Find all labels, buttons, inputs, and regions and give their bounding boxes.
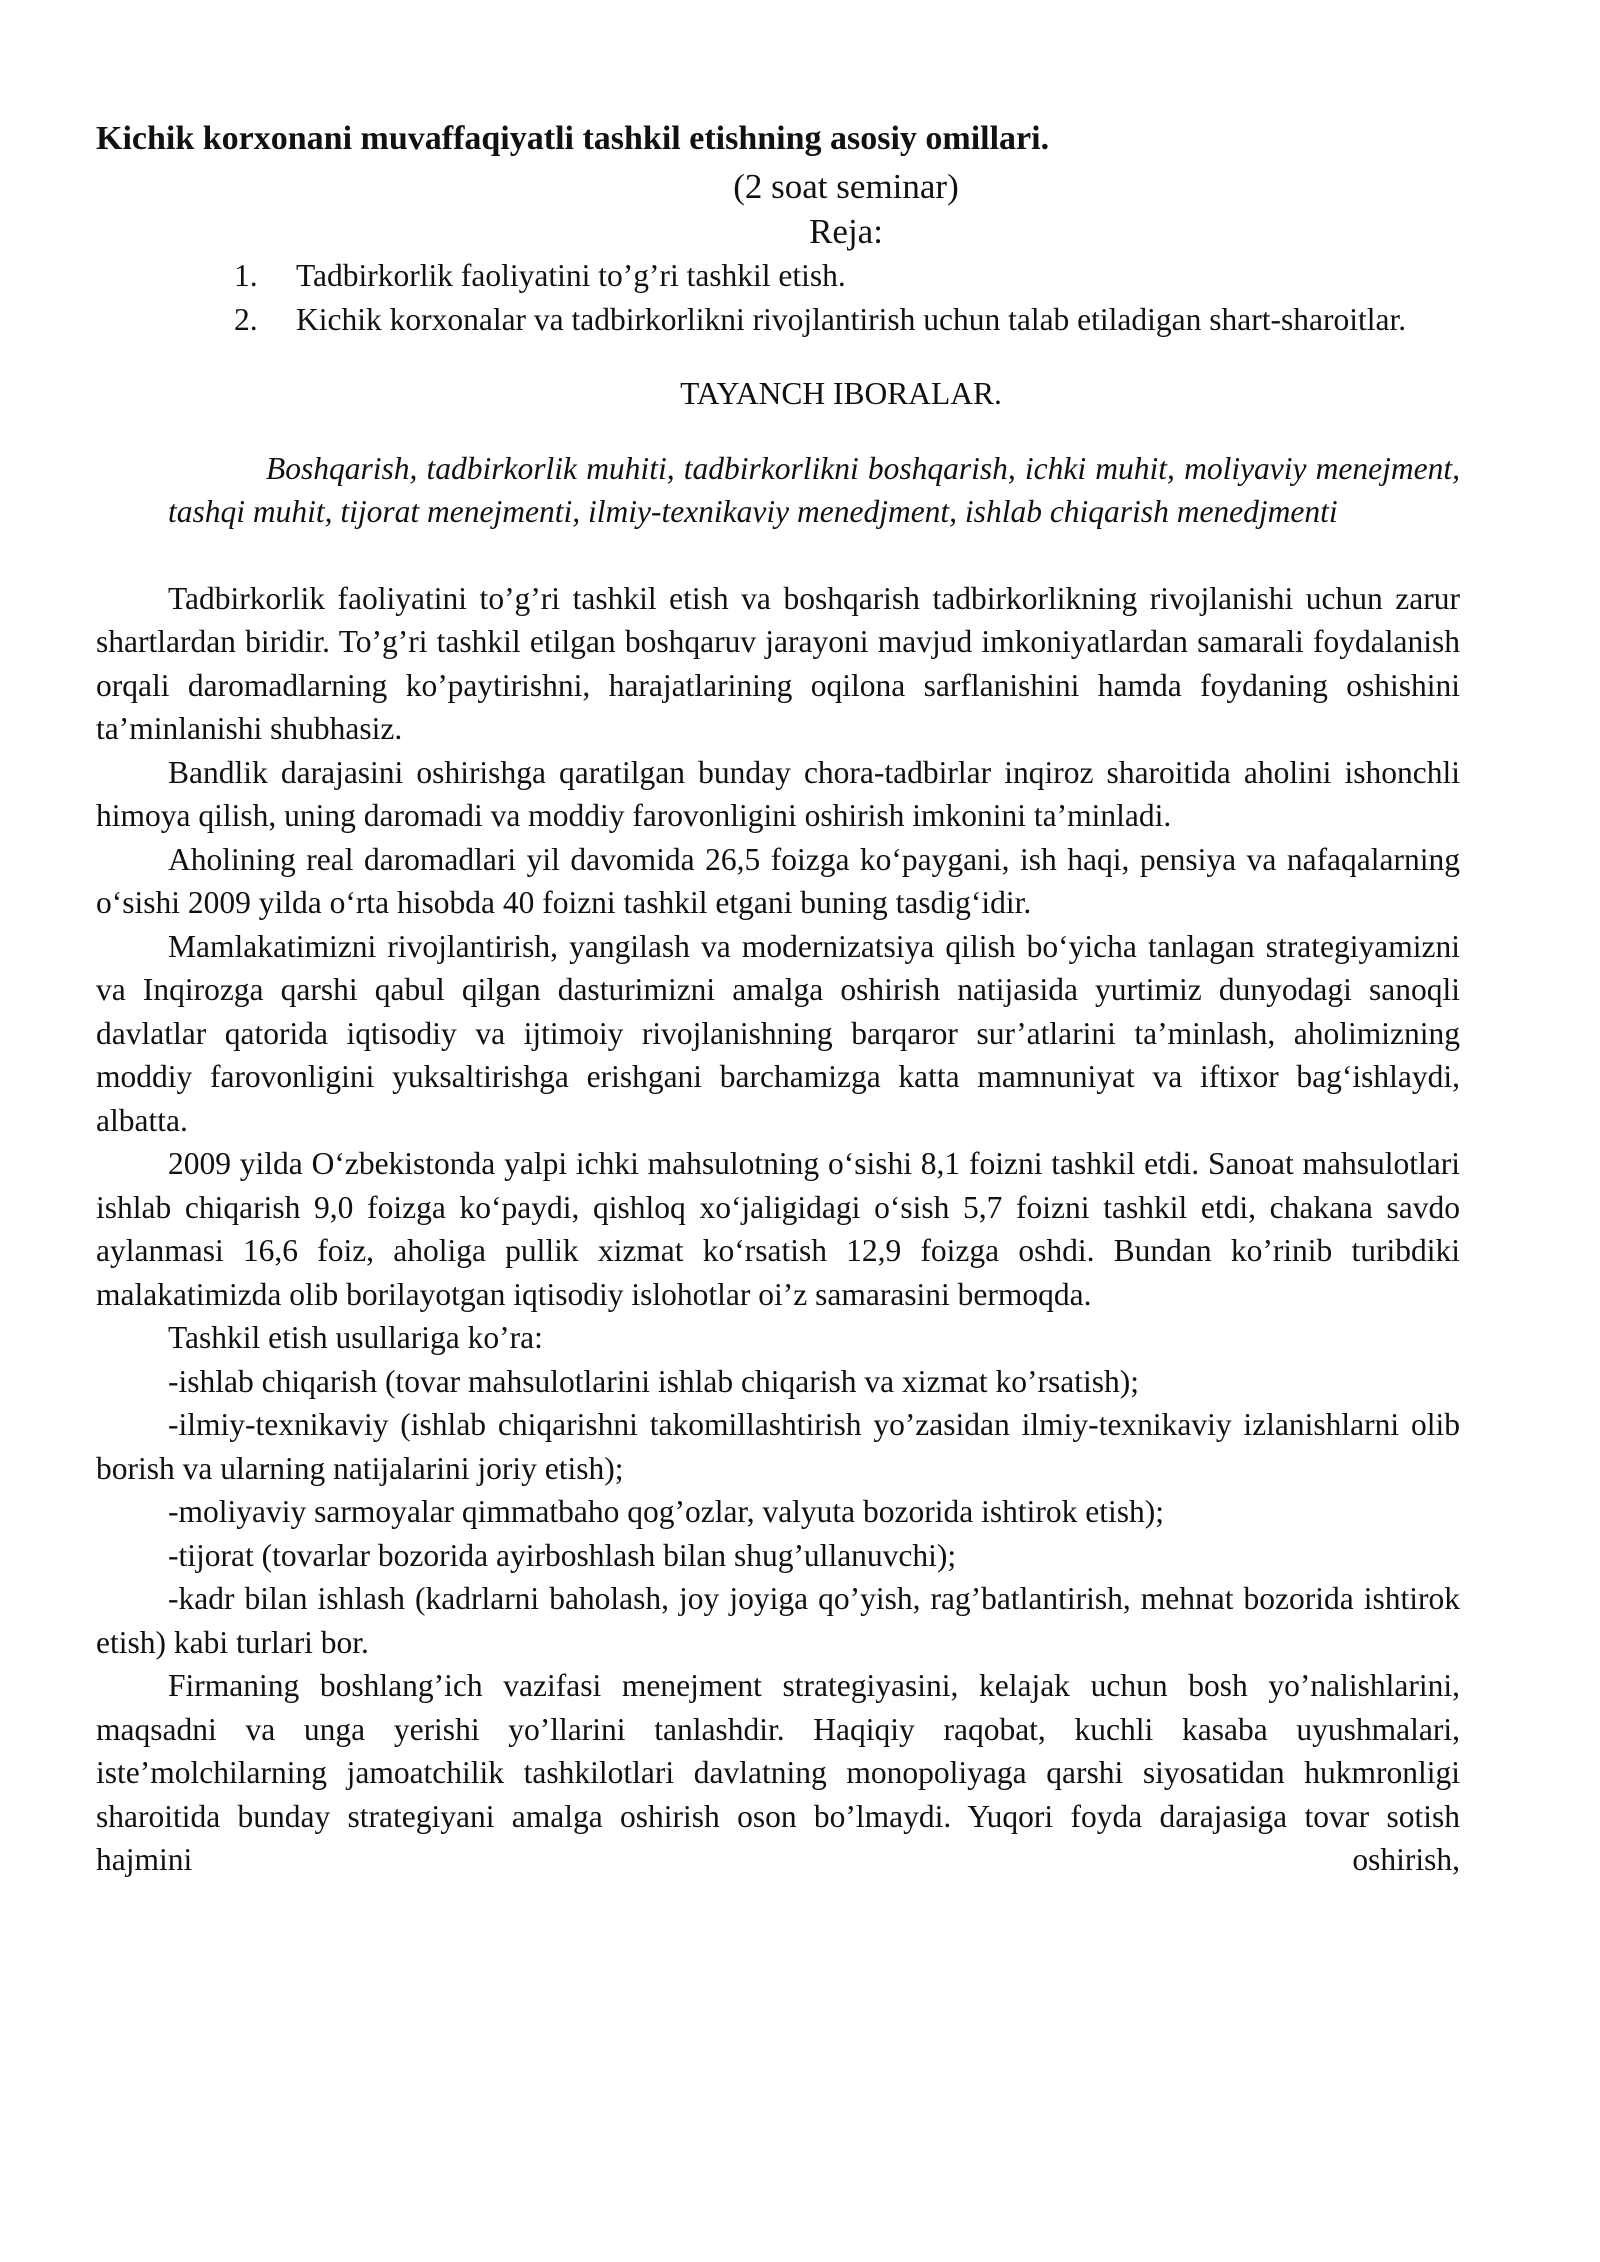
plan-list [96, 254, 1460, 341]
list-paragraph: -moliyaviy sarmoyalar qimmatbaho qog’ozlar, valyuta bozorida ishtirok etish); [168, 1494, 1164, 1529]
keywords-paragraph: Boshqarish, tadbirkorlik muhiti, tadbirkorlikni boshqarish, ichki muhit, moliyaviy menejment, tashqi muhit, tijorat menejmenti, ilmiy-texnikaviy menedjment, ishlab chiqarish menedjmenti [168, 450, 1460, 529]
plan-item [234, 254, 1460, 298]
plan-item-text: Kichik korxonalar va tadbirkorlikni rivojlantirish uchun talab etiladigan shart-sharoitlar. [296, 301, 1407, 337]
keywords-heading: TAYANCH IBORALAR. [680, 376, 1002, 411]
body-paragraph: Bandlik darajasini oshirishga qaratilgan bunday chora-tadbirlar inqiroz sharoitida aholini ishonchli himoya qilish, uning daromadi va moddiy farovonligini oshirish imkonini ta’minladi. [96, 754, 1460, 833]
list-paragraph: -tijorat (tovarlar bozorida ayirboshlash bilan shug’ullanuvchi); [168, 1537, 957, 1573]
plan-heading: Reja: [809, 212, 883, 251]
document-title: Kichik korxonani muvaffaqiyatli tashkil etishning asosiy omillari. [96, 120, 1050, 157]
document-subtitle: (2 soat seminar) [733, 167, 959, 206]
document-page [96, 116, 1460, 1882]
plan-item-number: 2. [234, 301, 258, 337]
body-paragraph: Tadbirkorlik faoliyatini to’g’ri tashkil etish va boshqarish tadbirkorlikning rivojlanishi uchun zarur shartlardan biridir. To’g’ri tashkil etilgan boshqaruv jarayoni mavjud imkoniyatlardan samarali foydalanish orqali daromadlarning ko’paytirishni, harajatlarining oqilona sarflanishini hamda foydaning oshishini ta’minlanishi shubhasiz. [96, 580, 1460, 746]
plan-item-text: Tadbirkorlik faoliyatini to’g’ri tashkil etish. [296, 258, 846, 293]
body-paragraph: Aholining real daromadlari yil davomida 26,5 foizga ko‘paygani, ish haqi, pensiya va nafaqalarning o‘sishi 2009 yilda o‘rta hisobda 40 foizni tashkil etgani buning tasdig‘idir. [96, 841, 1460, 920]
body-text [96, 577, 1460, 1882]
list-paragraph: -ishlab chiqarish (tovar mahsulotlarini ishlab chiqarish va xizmat ko’rsatish); [168, 1363, 1140, 1399]
list-paragraph: -kadr bilan ishlash (kadrlarni baholash, joy joyiga qo’yish, rag’batlantirish, mehnat bozorida ishtirok etish) kabi turlari bor. [96, 1581, 1460, 1660]
list-paragraph: -ilmiy-texnikaviy (ishlab chiqarishni takomillashtirish yo’zasidan ilmiy-texnikaviy izlanishlarni olib borish va ularning natijalarini joriy etish); [96, 1407, 1460, 1486]
body-paragraph: Firmaning boshlang’ich vazifasi menejment strategiyasini, kelajak uchun bosh yo’nalishlarini, maqsadni va unga yerishi yo’llarini tanlashdir. Haqiqiy raqobat, kuchli kasaba uyushmalari, iste’molchilarning jamoatchilik tashkilotlari davlatning monopoliyaga qarshi siyosatidan hukmronligi sharoitida bunday strategiyani amalga oshirish oson bo’lmaydi. Yuqori foyda darajasiga tovar sotish hajmini oshirish, [96, 1668, 1460, 1877]
plan-item [234, 298, 1460, 342]
body-paragraph: Tashkil etish usullariga ko’ra: [168, 1320, 543, 1355]
body-paragraph: 2009 yilda O‘zbekistonda yalpi ichki mahsulotning o‘sishi 8,1 foizni tashkil etdi. Sanoat mahsulotlari ishlab chiqarish 9,0 foizga ko‘paydi, qishloq xo‘jaligidagi o‘sish 5,7 foizni tashkil etdi, chakana savdo aylanmasi 16,6 foiz, aholiga pullik xizmat ko‘rsatish 12,9 foizga oshdi. Bundan ko’rinib turibdiki malakatimizda olib borilayotgan iqtisodiy islohotlar oi’z samarasini bermoqda. [96, 1146, 1460, 1312]
body-paragraph: Mamlakatimizni rivojlantirish, yangilash va modernizatsiya qilish bo‘yicha tanlagan strategiyamizni va Inqirozga qarshi qabul qilgan dasturimizni amalga oshirish natijasida yurtimiz dunyodagi sanoqli davlatlar qatorida iqtisodiy va ijtimoiy rivojlanishning barqaror sur’atlarini ta’minlash, aholimizning moddiy farovonligini yuksaltirishga erishgani barchamizga katta mamnuniyat va iftixor bag‘ishlaydi, albatta. [96, 928, 1460, 1138]
plan-item-number: 1. [234, 258, 258, 293]
